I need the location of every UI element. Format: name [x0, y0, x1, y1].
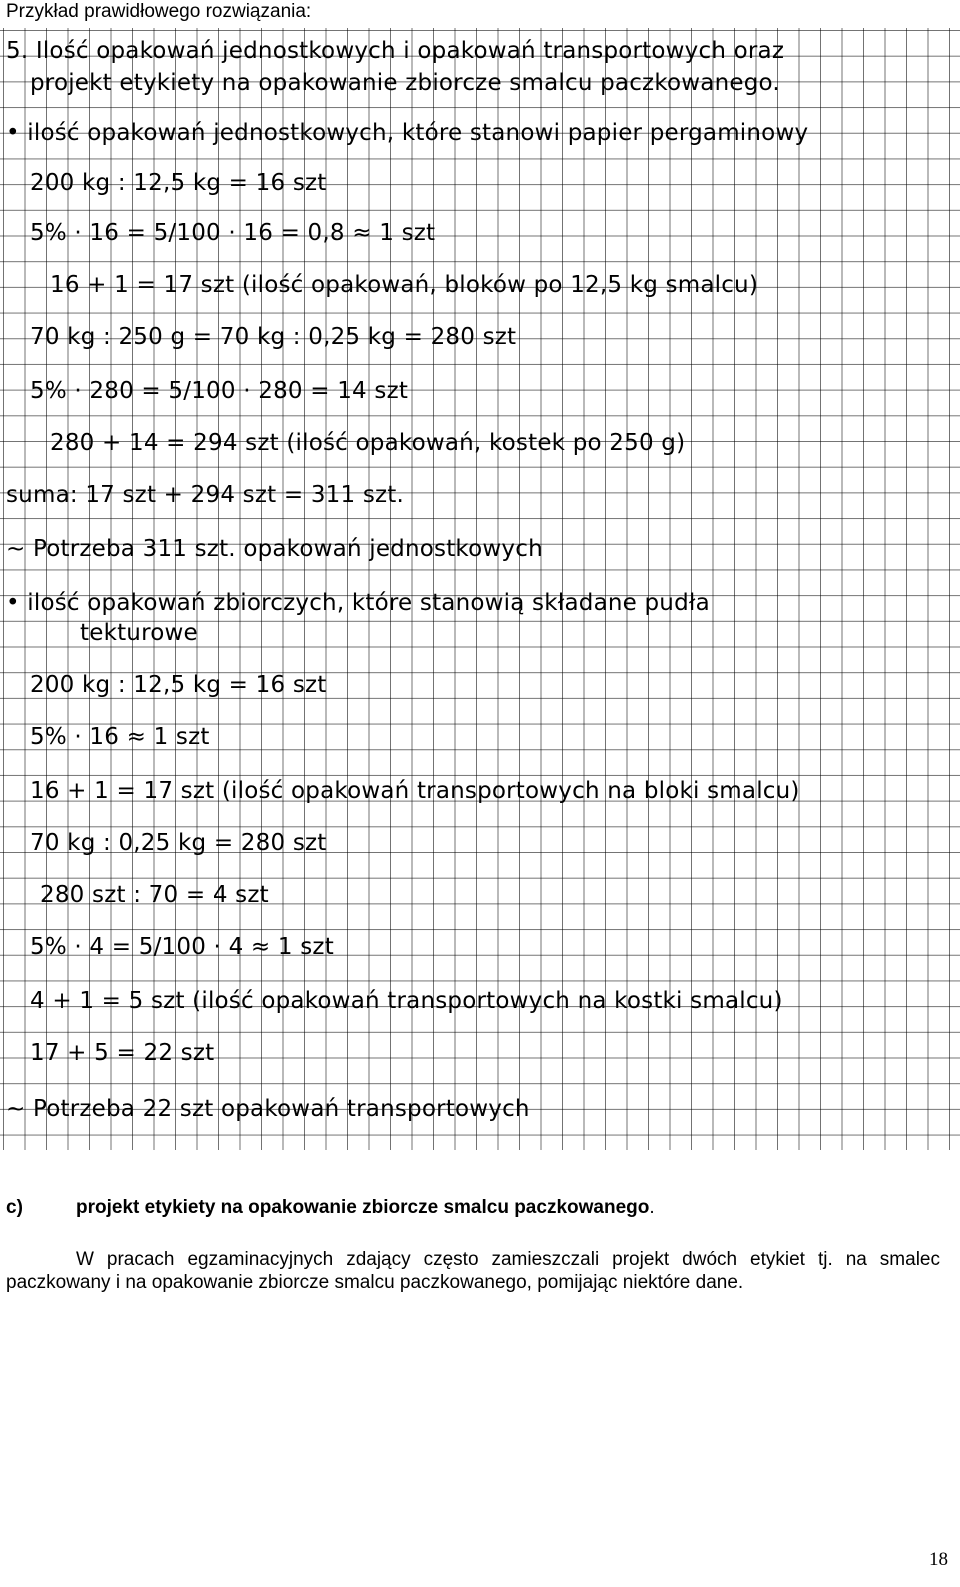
worksheet-line: 5% · 280 = 5/100 · 280 = 14 szt	[30, 378, 409, 404]
body-paragraph	[6, 1248, 940, 1294]
worksheet-line: 70 kg : 250 g = 70 kg : 0,25 kg = 280 szt	[30, 324, 517, 350]
worksheet-line: 5% · 16 ≈ 1 szt	[30, 724, 210, 750]
worksheet-line: 16 + 1 = 17 szt (ilość opakowań transportowych na bloki smalcu)	[30, 778, 800, 804]
worksheet-line: 280 szt : 70 = 4 szt	[40, 882, 269, 908]
worksheet-line: 16 + 1 = 17 szt (ilość opakowań, bloków po 12,5 kg smalcu)	[50, 272, 759, 298]
section-c-heading	[6, 1196, 655, 1220]
worksheet-line: 200 kg : 12,5 kg = 16 szt	[30, 672, 327, 698]
worksheet-line: projekt etykiety na opakowanie zbiorcze smalcu paczkowanego.	[30, 70, 780, 96]
section-title: projekt etykiety na opakowanie zbiorcze smalcu paczkowanego	[76, 1197, 650, 1218]
worksheet-line: 4 + 1 = 5 szt (ilość opakowań transportowych na kostki smalcu)	[30, 988, 783, 1014]
page-number: 18	[929, 1549, 948, 1570]
worksheet-line: ~ Potrzeba 22 szt opakowań transportowych	[6, 1096, 530, 1122]
worksheet-line: 17 + 5 = 22 szt	[30, 1040, 215, 1066]
worksheet-line: tekturowe	[80, 620, 198, 646]
section-title-period: .	[649, 1197, 655, 1218]
worksheet-line: • ilość opakowań zbiorczych, które stanowią składane pudła	[6, 590, 710, 616]
worksheet-line: ~ Potrzeba 311 szt. opakowań jednostkowych	[6, 536, 543, 562]
worksheet-line: 200 kg : 12,5 kg = 16 szt	[30, 170, 327, 196]
solution-caption: Przykład prawidłowego rozwiązania:	[6, 1, 312, 22]
worksheet-line: 5% · 4 = 5/100 · 4 ≈ 1 szt	[30, 934, 334, 960]
worksheet-line: suma: 17 szt + 294 szt = 311 szt.	[6, 482, 405, 508]
worksheet-line: 70 kg : 0,25 kg = 280 szt	[30, 830, 327, 856]
paragraph-text: W pracach egzaminacyjnych zdający często zamieszczali projekt dwóch etykiet tj. na smalec paczkowany i na opakowanie zbiorcze smalcu paczkowanego, pomijając niektóre dane.	[6, 1249, 940, 1293]
worksheet-line: • ilość opakowań jednostkowych, które stanowi papier pergaminowy	[6, 120, 809, 146]
worksheet-line: 280 + 14 = 294 szt (ilość opakowań, kostek po 250 g)	[50, 430, 686, 456]
worksheet-line: 5% · 16 = 5/100 · 16 = 0,8 ≈ 1 szt	[30, 220, 436, 246]
handwritten-worksheet	[0, 28, 960, 1150]
section-letter: c)	[6, 1197, 23, 1218]
worksheet-line: 5. Ilość opakowań jednostkowych i opakowań transportowych oraz	[6, 38, 785, 64]
